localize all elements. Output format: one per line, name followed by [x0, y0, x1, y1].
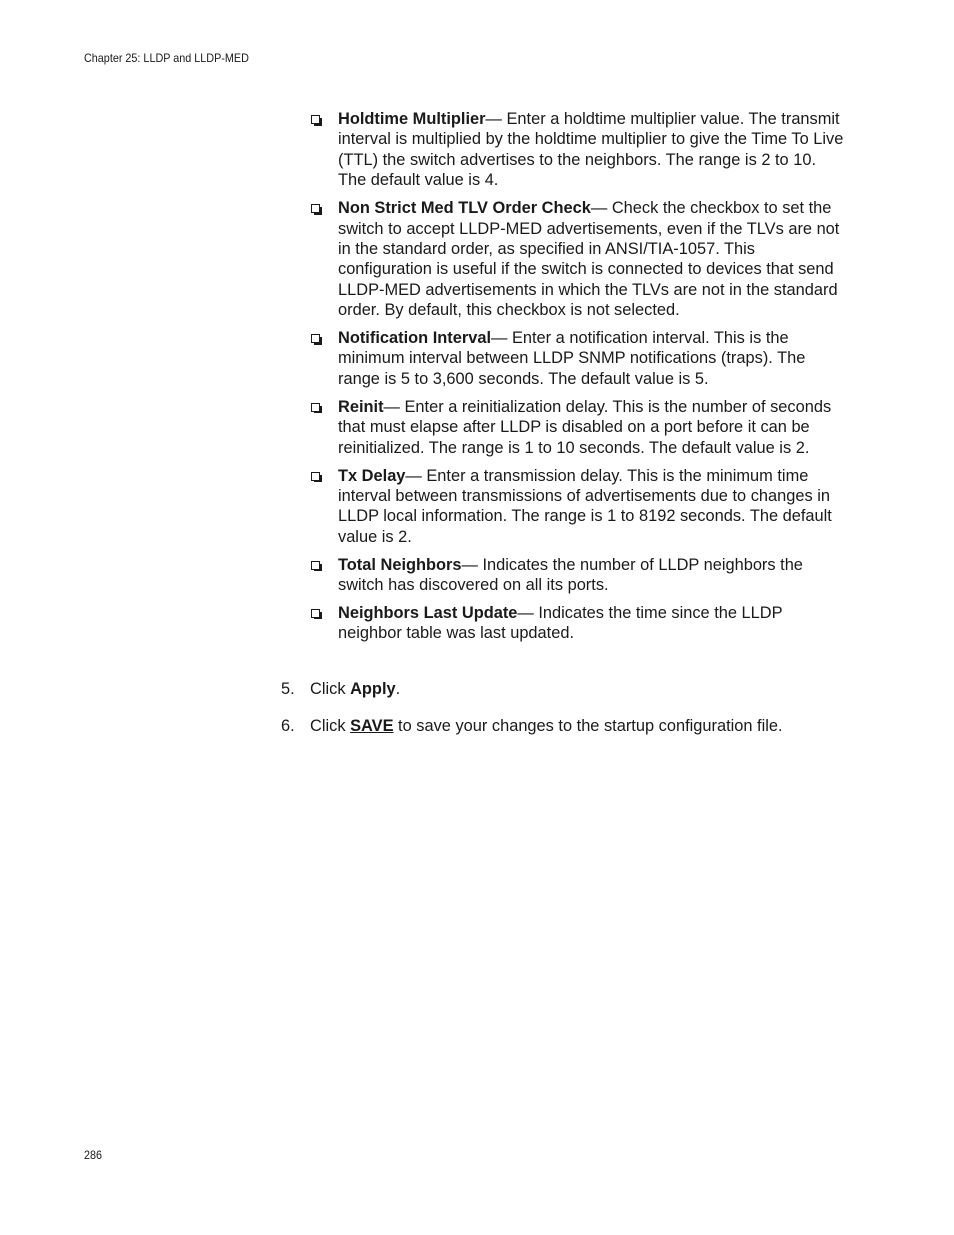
bullet-square-icon [311, 609, 320, 618]
page-number: 286 [84, 1148, 103, 1162]
list-item-notification-interval [308, 328, 848, 389]
term-label: Holdtime Multiplier [338, 110, 486, 128]
term-label: Tx Delay [338, 466, 406, 485]
term-description: — Enter a reinitialization delay. This is the number of seconds that must elapse after LLDP is disabled on a port before it can be reinitialized. The range is 1 to 10 seconds. The default value is 2. [338, 397, 832, 457]
term-description: — Check the checkbox to set the switch to accept LLDP-MED advertisements, even if the TLVs are not in the standard order, as specified in ANSI/TIA-1057. This configuration is useful if the switch is connected to devices that send LLDP-MED advertisements in which the TLVs are not in the standard order. By default, this checkbox is not selected. [338, 199, 840, 320]
bullet-square-icon [311, 403, 320, 412]
list-item-holdtime-multiplier [308, 109, 848, 191]
term-description: — Enter a notification interval. This is the minimum interval between LLDP SNMP notifications (traps). The range is 5 to 3,600 seconds. The default value is 5. [338, 329, 806, 388]
step-number: 5. [281, 680, 295, 698]
step-click-apply [281, 679, 881, 699]
term-label: Neighbors Last Update [338, 603, 518, 622]
term-description: — Enter a transmission delay. This is the minimum time interval between transmissions of advertisements due to changes in LLDP local information. The range is 1 to 8192 seconds. The default value is 2. [338, 466, 832, 546]
step-suffix: . [395, 680, 401, 698]
step-prefix: Click [310, 716, 351, 735]
bullet-square-icon [311, 115, 320, 124]
bullet-square-icon [311, 204, 320, 213]
list-item-reinit [308, 397, 848, 458]
procedure-steps [281, 679, 881, 753]
step-suffix: to save your changes to the startup configuration file. [393, 716, 783, 735]
term-label: Total Neighbors [338, 555, 462, 574]
apply-label: Apply [350, 680, 396, 698]
list-item-non-strict-med-tlv-order-check [308, 198, 848, 320]
term-label: Reinit [338, 397, 384, 416]
bullet-square-icon [311, 334, 320, 343]
field-description-list [308, 109, 848, 651]
chapter-header: Chapter 25: LLDP and LLDP-MED [84, 51, 249, 65]
term-description: — Indicates the time since the LLDP neighbor table was last updated. [338, 603, 783, 643]
term-label: Notification Interval [338, 329, 491, 348]
save-label: SAVE [350, 716, 394, 735]
step-prefix: Click [310, 680, 351, 698]
step-click-save [281, 716, 881, 736]
term-description: — Enter a holdtime multiplier value. The transmit interval is multiplied by the holdtime multiplier to give the Time To Live (TTL) the switch advertises to the neighbors. The range is 2 to 10. The default value is 4. [338, 110, 844, 190]
step-number: 6. [281, 716, 295, 735]
list-item-total-neighbors [308, 555, 848, 596]
bullet-square-icon [311, 561, 320, 570]
bullet-square-icon [311, 472, 320, 481]
term-label: Non Strict Med TLV Order Check [338, 199, 591, 218]
list-item-tx-delay [308, 466, 848, 548]
term-description: — Indicates the number of LLDP neighbors the switch has discovered on all its ports. [338, 555, 803, 595]
list-item-neighbors-last-update [308, 603, 848, 644]
